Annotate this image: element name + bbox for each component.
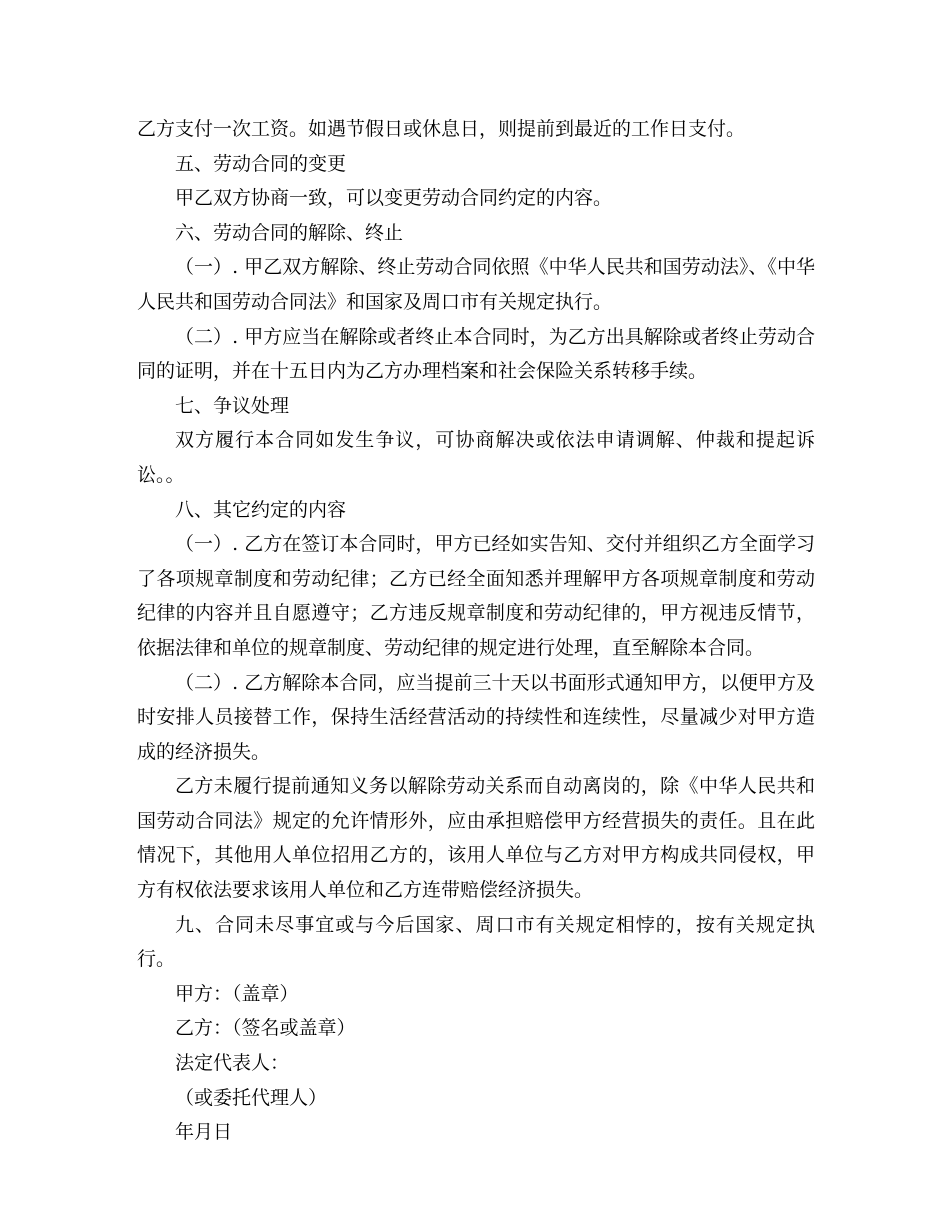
signature-legal-rep: 法定代表人： — [175, 1052, 290, 1075]
signature-party-b: 乙方：（签名或盖章） — [175, 1017, 356, 1040]
paragraph-termination-2: （二）. 甲方应当在解除或者终止本合同时，为乙方出具解除或者终止劳动合同的证明，并在十五日内为乙方办理档案和社会保险关系转移手续。 — [137, 325, 815, 383]
paragraph-other-terms-1: （一）. 乙方在签订本合同时，甲方已经如实告知、交付并组织乙方全面学习了各项规章制度和劳动纪律；乙方已经全面知悉并理解甲方各项规章制度和劳动纪律的内容并且自愿遵守；乙方违反规章制度和劳动纪律的，甲方视违反情节，依据法律和单位的规章制度、劳动纪律的规定进行处理，直至解除本合同。 — [137, 533, 815, 659]
section-heading-termination: 六、劳动合同的解除、终止 — [175, 221, 404, 244]
paragraph-contract-change: 甲乙双方协商一致，可以变更劳动合同约定的内容。 — [175, 187, 613, 210]
section-heading-other-terms: 八、其它约定的内容 — [175, 498, 347, 521]
document-body — [137, 112, 815, 1150]
paragraph-dispute: 双方履行本合同如发生争议，可协商解决或依法申请调解、仲裁和提起诉讼。。 — [137, 429, 815, 486]
signature-agent: （或委托代理人） — [175, 1086, 328, 1109]
paragraph-early-leave: 乙方未履行提前通知义务以解除劳动关系而自动离岗的，除《中华人民共和国劳动合同法》规定的允许情形外，应由承担赔偿甲方经营损失的责任。且在此情况下，其他用人单位招用乙方的，该用人单位与乙方对甲方构成共同侵权，甲方有权依法要求该用人单位和乙方连带赔偿经济损失。 — [137, 775, 815, 902]
section-heading-dispute: 七、争议处理 — [175, 394, 290, 417]
section-heading-contract-change: 五、劳动合同的变更 — [175, 152, 347, 175]
paragraph-other-terms-2: （二）. 乙方解除本合同，应当提前三十天以书面形式通知甲方，以便甲方及时安排人员接替工作，保持生活经营活动的持续性和连续性，尽量减少对甲方造成的经济损失。 — [137, 671, 815, 763]
signature-date: 年月日 — [175, 1121, 233, 1144]
paragraph-termination-1: （一）. 甲乙双方解除、终止劳动合同依照《中华人民共和国劳动法》、《中华人民共和国劳动合同法》和国家及周口市有关规定执行。 — [137, 256, 815, 313]
paragraph-salary-payment: 乙方支付一次工资。如遇节假日或休息日，则提前到最近的工作日支付。 — [137, 118, 746, 140]
section-heading-misc: 九、合同未尽事宜或与今后国家、周口市有关规定相悖的，按有关规定执行。 — [137, 913, 815, 971]
signature-party-a: 甲方：（盖章） — [175, 982, 299, 1005]
